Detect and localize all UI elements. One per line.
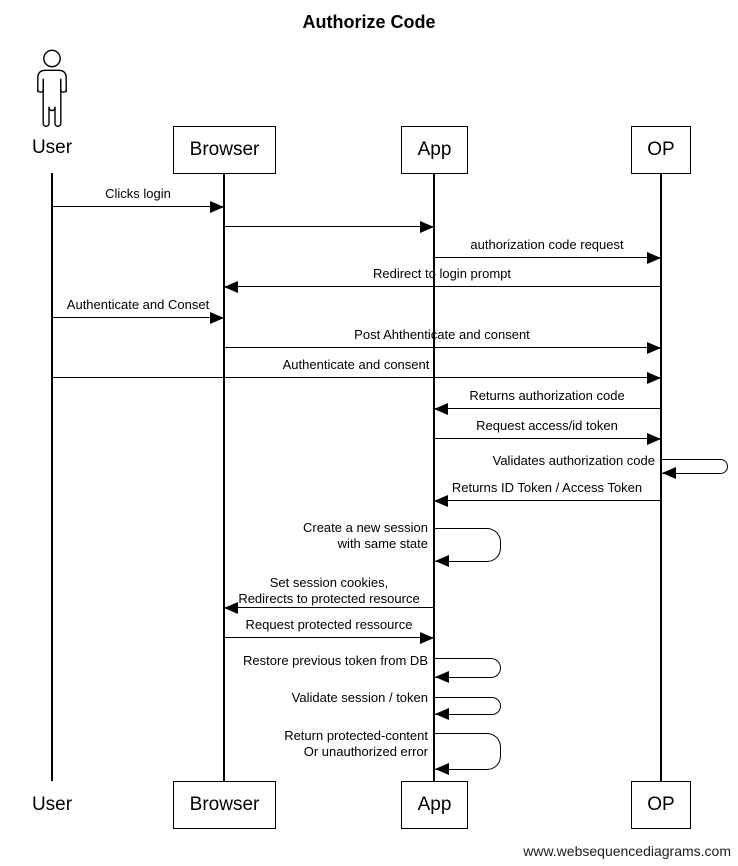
actor-label: App — [417, 794, 452, 815]
message-line — [52, 317, 224, 318]
message-label: Authenticate and consent — [282, 357, 430, 372]
message-line — [434, 438, 661, 439]
arrowhead — [662, 467, 676, 479]
arrowhead — [647, 433, 661, 445]
arrowhead — [434, 403, 448, 415]
message-label: authorization code request — [470, 237, 624, 252]
user-actor-icon — [30, 46, 75, 130]
message-label: Validates authorization code — [492, 453, 655, 468]
message-line — [52, 206, 224, 207]
arrowhead — [434, 495, 448, 507]
message-label-line: Return protected-content — [284, 728, 428, 743]
message-label: Post Ahthenticate and consent — [354, 327, 530, 342]
message-label: Request protected ressource — [245, 617, 413, 632]
message-label — [128, 520, 428, 552]
message-label: Returns authorization code — [469, 388, 625, 403]
message-label: Authenticate and Conset — [66, 297, 210, 312]
watermark: www.websequencediagrams.com — [523, 843, 731, 859]
arrowhead — [420, 632, 434, 644]
actor-label: Browser — [189, 139, 260, 160]
actor-app-bottom — [401, 781, 468, 829]
message-label — [128, 728, 428, 760]
message-label: Clicks login — [105, 186, 171, 201]
message-label-line: with same state — [337, 536, 428, 551]
message-label-line: Set session cookies, — [269, 575, 389, 590]
lifeline-user — [51, 173, 53, 781]
actor-label: Browser — [189, 794, 260, 815]
actor-label: App — [417, 139, 452, 160]
message-line — [224, 607, 434, 608]
arrowhead — [647, 252, 661, 264]
message-line — [224, 637, 434, 638]
actor-op-bottom — [631, 781, 691, 829]
message-line — [434, 500, 661, 501]
actor-label: OP — [647, 139, 675, 160]
arrowhead — [435, 671, 449, 683]
actor-user-top: User — [31, 137, 73, 158]
message-line — [52, 377, 661, 378]
arrowhead — [210, 201, 224, 213]
message-line — [224, 226, 434, 227]
message-label: Restore previous token from DB — [243, 653, 428, 668]
message-line — [434, 257, 661, 258]
diagram-title: Authorize Code — [302, 12, 436, 32]
actor-browser-top — [173, 126, 276, 174]
message-line — [224, 347, 661, 348]
arrowhead — [647, 372, 661, 384]
message-label-line: Or unauthorized error — [303, 744, 428, 759]
actor-user-bottom: User — [31, 794, 73, 815]
message-line — [224, 286, 661, 287]
arrowhead — [435, 708, 449, 720]
message-label-line: Redirects to protected resource — [238, 591, 420, 606]
arrowhead — [420, 221, 434, 233]
arrowhead — [224, 602, 238, 614]
message-label: Returns ID Token / Access Token — [451, 480, 643, 495]
actor-label: OP — [647, 794, 675, 815]
message-label-line: Create a new session — [302, 520, 428, 535]
arrowhead — [435, 763, 449, 775]
arrowhead — [224, 281, 238, 293]
actor-browser-bottom — [173, 781, 276, 829]
message-label: Request access/id token — [476, 418, 618, 433]
arrowhead — [647, 342, 661, 354]
message-label: Redirect to login prompt — [372, 266, 511, 281]
arrowhead — [435, 555, 449, 567]
arrowhead — [210, 312, 224, 324]
message-label: Validate session / token — [291, 690, 428, 705]
actor-app-top — [401, 126, 468, 174]
message-line — [434, 408, 661, 409]
actor-op-top — [631, 126, 691, 174]
